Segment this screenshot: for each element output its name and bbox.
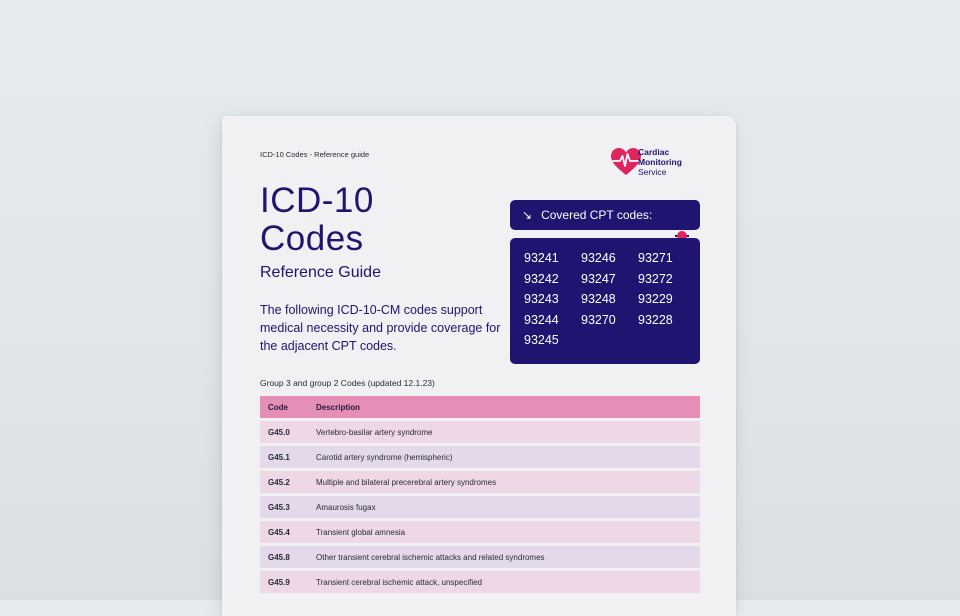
reference-guide-sheet: [222, 116, 736, 616]
cpt-code: 93245: [524, 333, 559, 347]
table-row: [260, 446, 700, 468]
row-description: Carotid artery syndrome (hemispheric): [316, 452, 453, 462]
table-row: [260, 546, 700, 568]
row-description: Other transient cerebral ischemic attacks and related syndromes: [316, 552, 545, 562]
cpt-code: 93270: [581, 312, 616, 327]
title-line-2: Codes: [260, 219, 364, 258]
cpt-code: 93242: [524, 271, 559, 286]
table-header-row: [260, 396, 700, 418]
table-row: [260, 471, 700, 493]
logo-line-1: Cardiac: [638, 147, 670, 157]
document-header-label: ICD-10 Codes - Reference guide: [260, 150, 370, 159]
row-description: Vertebro-basilar artery syndrome: [316, 427, 433, 437]
row-code: G45.0: [268, 427, 290, 437]
logo-wordmark: [638, 147, 718, 177]
cpt-code: 93244: [524, 312, 559, 327]
cardiac-monitoring-logo: [610, 146, 722, 180]
cpt-code: 93248: [581, 292, 616, 306]
row-code: G45.2: [268, 477, 290, 487]
logo-line-2: Monitoring: [638, 157, 682, 167]
cpt-codes-grid: [524, 249, 695, 350]
logo-line-3: Service: [638, 167, 667, 177]
icd-codes-table: [260, 396, 700, 593]
cpt-codes-header: [510, 200, 700, 230]
row-description: Multiple and bilateral precerebral artery syndromes: [316, 477, 497, 487]
cpt-header-label: Covered CPT codes:: [541, 208, 653, 222]
intro-paragraph: The following ICD-10-CM codes support medical necessity and provide coverage for the adjacent CPT codes.: [260, 303, 501, 353]
cpt-code: 93229: [638, 292, 673, 306]
title-line-1: ICD-10: [260, 181, 374, 220]
arrow-down-right-icon: ↘: [522, 208, 533, 222]
row-code: G45.9: [268, 577, 290, 587]
table-caption: Group 3 and group 2 Codes (updated 12.1.23): [260, 378, 435, 388]
column-header-description: Description: [316, 402, 361, 412]
page-subtitle: Reference Guide: [260, 264, 381, 281]
table-row: [260, 421, 700, 443]
column-header-code: Code: [268, 402, 288, 412]
row-description: Transient cerebral ischemic attack, unspecified: [316, 577, 482, 587]
row-code: G45.1: [268, 452, 290, 462]
cpt-code: 93247: [581, 271, 616, 286]
cpt-code: 93241: [524, 251, 559, 265]
row-code: G45.4: [268, 527, 290, 537]
page-title: [260, 182, 374, 258]
row-code: G45.8: [268, 552, 290, 562]
cpt-code: 93272: [638, 271, 673, 286]
cpt-code: 93228: [638, 312, 673, 327]
row-description: Amaurosis fugax: [316, 502, 376, 512]
table-row: [260, 571, 700, 593]
table-row: [260, 521, 700, 543]
cpt-code: 93246: [581, 251, 616, 265]
row-description: Transient global amnesia: [316, 527, 406, 537]
cpt-codes-panel: [510, 238, 700, 364]
row-code: G45.3: [268, 502, 290, 512]
cpt-code: 93243: [524, 292, 559, 306]
table-row: [260, 496, 700, 518]
cpt-code: 93271: [638, 251, 673, 265]
